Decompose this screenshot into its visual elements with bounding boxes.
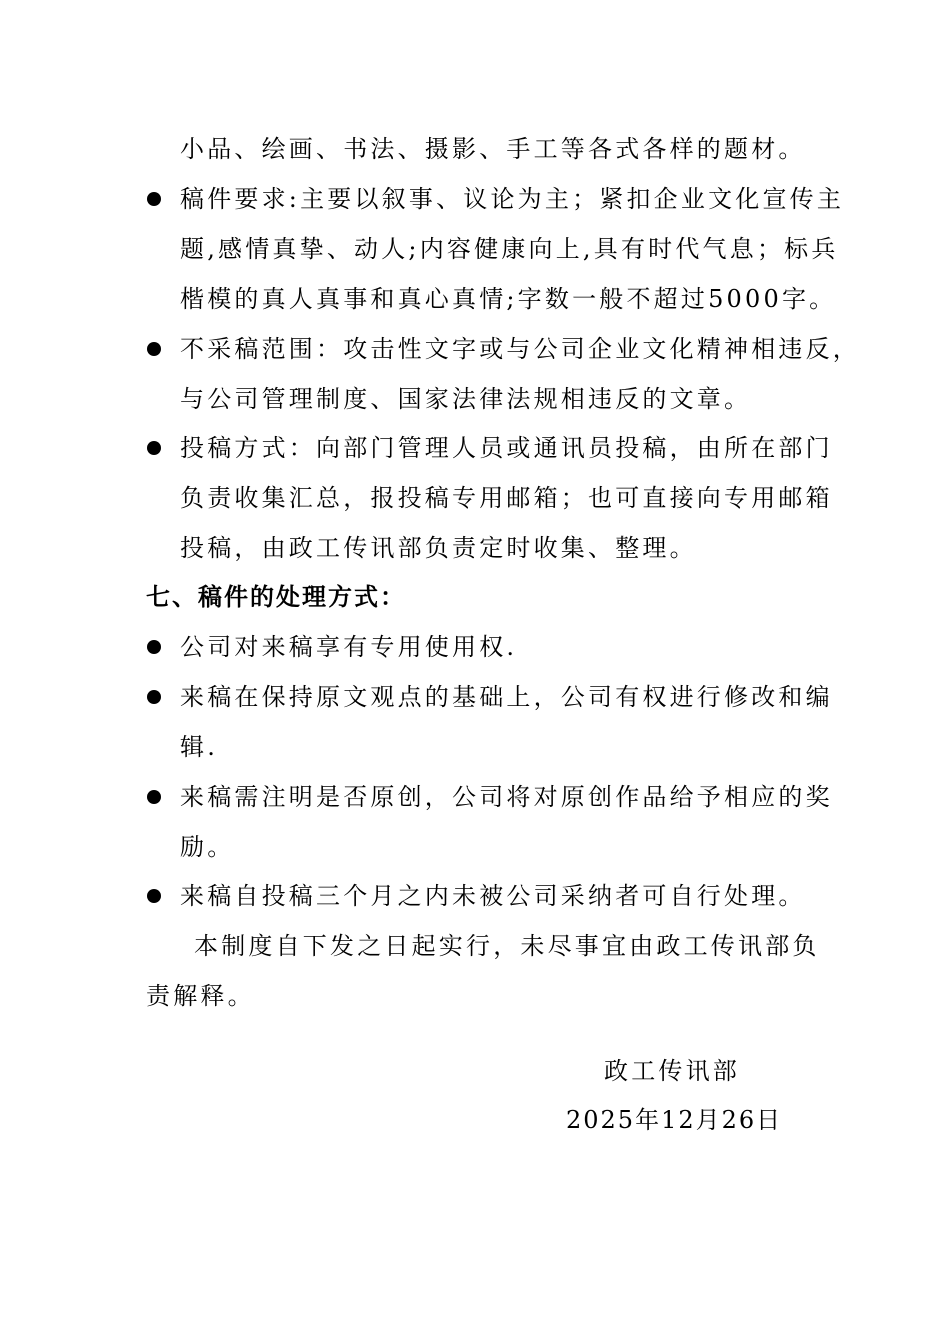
list-item-line: 稿件要求:主要以叙事、议论为主；紧扣企业文化宣传主 (180, 185, 845, 213)
list-item-line: 辑. (180, 733, 219, 761)
list-item-line: 与公司管理制度、国家法律法规相违反的文章。 (180, 385, 752, 413)
list-item-line: 不采稿范围：攻击性文字或与公司企业文化精神相违反， (180, 335, 860, 363)
list-item-line: 来稿需注明是否原创，公司将对原创作品给予相应的奖 (180, 783, 833, 811)
closing-paragraph-line: 本制度自下发之日起实行，未尽事宜由政工传讯部负 (194, 932, 820, 960)
bullet-icon (147, 441, 161, 455)
bullet-icon (147, 342, 161, 356)
bullet-icon (147, 790, 161, 804)
list-item-line: 负责收集汇总，报投稿专用邮箱；也可直接向专用邮箱 (180, 484, 833, 512)
list-item-line: 投稿方式：向部门管理人员或通讯员投稿，由所在部门 (180, 434, 833, 462)
list-item-line: 投稿，由政工传讯部负责定时收集、整理。 (180, 534, 697, 562)
closing-paragraph-line: 责解释。 (146, 982, 255, 1010)
section-heading: 七、稿件的处理方式： (146, 582, 406, 611)
bullet-icon (147, 192, 161, 206)
bullet-icon (147, 690, 161, 704)
bullet-icon (147, 640, 161, 654)
list-item-line: 公司对来稿享有专用使用权. (180, 633, 518, 661)
list-item-line: 来稿自投稿三个月之内未被公司采纳者可自行处理。 (180, 882, 806, 910)
paragraph-line: 小品、绘画、书法、摄影、手工等各式各样的题材。 (180, 135, 806, 163)
list-item-line: 来稿在保持原文观点的基础上，公司有权进行修改和编 (180, 683, 833, 711)
list-item-line: 楷模的真人真事和真心真情;字数一般不超过5000字。 (180, 285, 837, 313)
signature-date: 2025年12月26日 (566, 1106, 783, 1134)
list-item-line: 题,感情真挚、动人;内容健康向上,具有时代气息；标兵 (180, 235, 839, 263)
signature-department: 政工传讯部 (604, 1057, 740, 1085)
list-item-line: 励。 (180, 833, 235, 861)
bullet-icon (147, 889, 161, 903)
